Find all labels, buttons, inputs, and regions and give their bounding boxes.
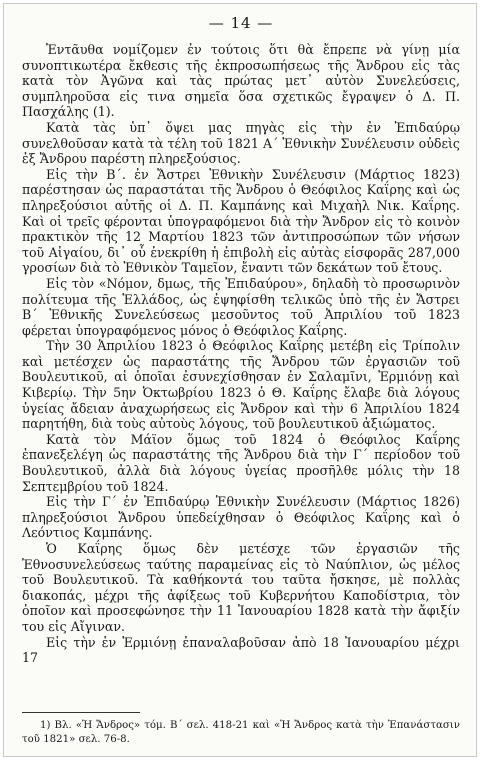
paragraph-2: Κατὰ τὰς ὑπ᾿ ὄψει μας πηγὰς εἰς τὴν ἐν Ἐπιδαύρῳ συνελθοῦσαν κατὰ τὰ τέλη τοῦ 1821 Α΄ Ἐθνικὴν Συνέλευσιν οὐδεὶς ἐξ Ἄνδρου παρέστη πληρεξούσιος. <box>22 119 460 167</box>
paragraph-3: Εἰς τὴν Β΄. ἐν Ἄστρει Ἐθνικὴν Συνέλευσιν (Μάρτιος 1823) παρέστησαν ὡς παραστάται τῆς Ἄνδρου ὁ Θεόφιλος Καΐρης καὶ ὡς πληρεξούσιοι αὐτῆς οἱ Δ. Π. Καμπάνης καὶ Μιχαὴλ Νικ. Καΐρης. Καὶ οἱ τρεῖς φέρονται ὑπογραφόμενοι διὰ τὴν Ἄνδρον εἰς τὸ κοινὸν πρακτικὸν τῆς 12 Μαρτίου 1823 τῶν ἀντιπροσώπων τῶν νήσων τοῦ Αἰγαίου, δι᾿ οὗ ἐνεκρίθη ἡ ἐπιβολὴ εἰς αὐτὰς εἰσφορᾶς 287,000 γροσίων διὰ τὸ Ἐθνικὸν Ταμεῖον, ἔναντι τῶν δεκάτων τοῦ ἔτους. <box>22 166 460 276</box>
paragraph-6: Κατὰ τὸν Μάϊον ὅμως τοῦ 1824 ὁ Θεόφιλος Καΐρης ἐπανεξελέγη ὡς παραστάτης τῆς Ἄνδρου διὰ τὴν Γ΄ περίοδον τοῦ Βουλευτικοῦ, ἀλλὰ διὰ λόγους ὑγείας προσῆλθε μόλις τὴν 18 Σεπτεμβρίου τοῦ 1824. <box>22 431 460 494</box>
page-number: — 14 — <box>208 14 274 32</box>
paragraph-5: Τὴν 30 Ἀπριλίου 1823 ὁ Θεόφιλος Καΐρης μετέβη εἰς Τρίπολιν καὶ μετέσχεν ὡς παραστάτης τῆς Ἄνδρου τῶν ἐργασιῶν τοῦ Βουλευτικοῦ, αἱ ὁποῖαι ἐσυνεχίσθησαν ἐν Σαλαμῖνι, Ἑρμιόνῃ καὶ Κιβερίῳ. Τὴν 5ην Ὀκτωβρίου 1823 ὁ Θ. Καΐρης ἔλαβε διὰ λόγους ὑγείας ἄδειαν ἀναχωρήσεως εἰς Ἄνδρον καὶ τὴν 6 Ἀπριλίου 1824 παρητήθη, διὰ τοὺς αὐτοὺς λόγους, τοῦ βουλευτικοῦ ἀξιώματος. <box>22 338 460 432</box>
document-page <box>22 14 460 666</box>
footnote-reference: (1). <box>92 104 115 120</box>
body-text <box>22 42 460 666</box>
footnote: 1) Βλ. «Ἡ Ἄνδρος» τόμ. Β΄ σελ. 418-21 καὶ «Ἡ Ἄνδρος κατὰ τὴν Ἐπανάστασιν τοῦ 1821» σελ. 76-8. <box>22 720 460 745</box>
paragraph-1 <box>22 42 460 120</box>
paragraph-8: Ὁ Καΐρης ὅμως δὲν μετέσχε τῶν ἐργασιῶν τῆς Ἐθνοσυνελεύσεως ταύτης παραμείνας εἰς τὸ Ναύπλιον, ὡς μέλος τοῦ Βουλευτικοῦ. Τὰ καθήκοντά του ταῦτα ἤσκησε, μὲ πολλὰς διακοπάς, μέχρι τῆς ἀφίξεως τοῦ Κυβερνήτου Καποδίστρια, τὸν ὁποῖον καὶ προσεφώνησε τὴν 11 Ἰανουαρίου 1828 κατὰ τὴν ἄφιξίν του εἰς Αἴγιναν. <box>22 541 460 634</box>
paragraph-4: Εἰς τὸν «Νόμον, δμως, τῆς Ἐπιδαύρου», δηλαδὴ τὸ προσωρινὸν πολίτευμα τῆς Ἑλλάδος, ὡς ἐψηφίσθη τελικῶς ὑπὸ τῆς ἐν Ἄστρει Β΄ Ἐθνικῆς Συνελεύσεως μεσοῦντος τοῦ Ἀπριλίου τοῦ 1823 φέρεται ὑπογραφόμενος μόνος ὁ Θεόφιλος Καΐρης. <box>22 275 460 338</box>
paragraph-7: Εἰς τὴν Γ΄ ἐν Ἐπιδαύρῳ Ἐθνικὴν Συνέλευσιν (Μάρτιος 1826) πληρεξούσιοι Ἄνδρου ὑπεδείχθησαν ὁ Θεόφιλος Καΐρης καὶ ὁ Λεόντιος Καμπάνης. <box>22 494 460 541</box>
footnote-divider <box>22 712 140 713</box>
paragraph-1-text: Ἐντᾶυθα νομίζομεν ἐν τούτοις ὅτι θὰ ἔπρεπε νὰ γίνῃ μία συνοπτικωτέρα ἔκθεσις τῆς ἐκπροσωπήσεως τῆς Ἄνδρου εἰς τὰς κατὰ τὸν Ἀγῶνα καὶ τὰς πρώτας μετ᾿ αὐτὸν Συνελεύσεις, συμπληροῦσα εἰς τινα σημεῖα ὅσα σχετικῶς ἔγραψεν ὁ Δ. Π. Πασχάλης <box>22 42 460 120</box>
paragraph-9: Εἰς τὴν ἐν Ἑρμιόνῃ ἐπαναλαβοῦσαν ἀπὸ 18 Ἰανουαρίου μέχρι 17 <box>22 634 460 666</box>
